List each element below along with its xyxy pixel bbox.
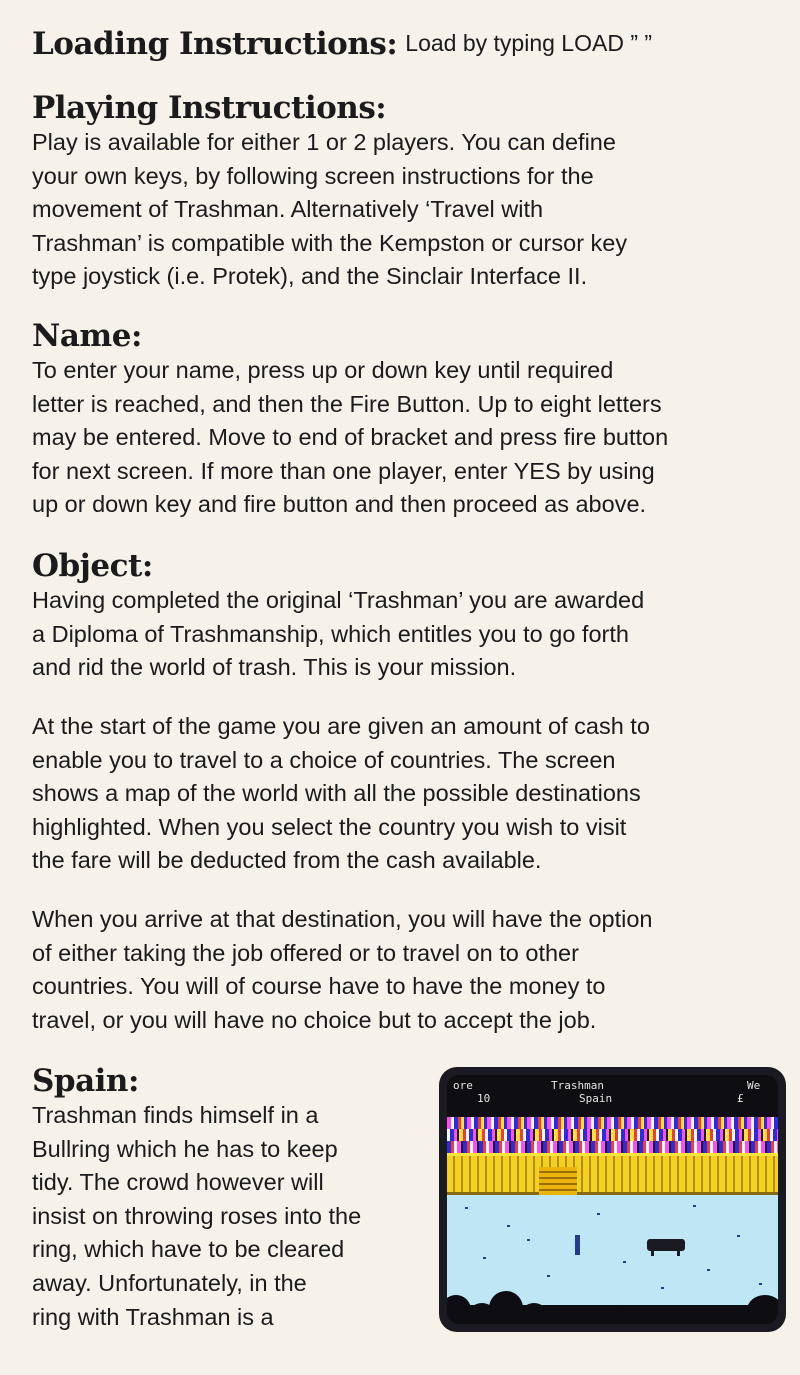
hud-cash-symbol: £ (737, 1092, 744, 1105)
rose-litter (707, 1269, 710, 1271)
rose-litter (483, 1257, 486, 1259)
game-screenshot (439, 1067, 786, 1332)
name-heading: Name: (32, 318, 142, 354)
bull-leg (677, 1249, 680, 1256)
playing-text: Play is available for either 1 or 2 players. You can define your own keys, by following screen instructions for the movement of Trashman. Alternatively ‘Travel with Trashman’ is compatible with the Kempston or cursor key type joystick (i.e. Protek), and the Sinclair Interface II. (32, 129, 628, 290)
spectator-head (607, 1311, 627, 1324)
hud-location: Spain (579, 1092, 613, 1105)
object-paragraph-1: Having completed the original ‘Trashman’ you are awarded a Diploma of Trashmanship, which entitles you to go forth and rid the world of trash. This is your mission. (32, 587, 645, 681)
rose-litter (527, 1239, 530, 1241)
spectator-head (521, 1303, 547, 1324)
rose-litter (465, 1207, 468, 1209)
loading-text: Load by typing LOAD ” ” (405, 30, 653, 56)
name-text: To enter your name, press up or down key until required letter is reached, and then the Fire Button. Up to eight letters may be entered. Move to end of bracket and press fire button for next screen. If more than one player, enter YES by using up or down key and fire button and then proceed as above. (32, 357, 669, 518)
spain-heading: Spain: (32, 1063, 139, 1099)
object-heading: Object: (32, 548, 153, 584)
spain-section (32, 1063, 432, 1334)
rose-litter (597, 1213, 600, 1215)
rose-litter (547, 1275, 550, 1277)
hud-score-label: ore (453, 1079, 473, 1092)
spectator-head (489, 1291, 523, 1324)
object-paragraph-3: When you arrive at that destination, you will have the option of either taking the job offered or to travel on to other countries. You will of course have to have the money to travel, or you will have no choice but to accept the job. (32, 906, 653, 1033)
loading-instructions (32, 26, 652, 62)
hud-cash-label: We (747, 1079, 761, 1092)
name-section (32, 318, 782, 522)
game-crowd (447, 1117, 778, 1153)
crowd-row (447, 1141, 778, 1153)
object-section (32, 548, 782, 685)
spectator-head (747, 1295, 778, 1324)
loading-heading: Loading Instructions: (32, 26, 398, 62)
bull-leg (651, 1249, 654, 1256)
game-display (447, 1075, 778, 1324)
crowd-row (447, 1129, 778, 1141)
crowd-row (447, 1117, 778, 1129)
playing-heading: Playing Instructions: (32, 90, 387, 126)
game-hud (447, 1075, 778, 1117)
rose-litter (737, 1235, 740, 1237)
object-paragraph-2: At the start of the game you are given an amount of cash to enable you to travel to a choice of countries. The screen shows a map of the world with all the possible destinations highlighted. When you select the country you wish to visit the fare will be deducted from the cash available. (32, 713, 650, 874)
spain-text: Trashman finds himself in a Bullring which he has to keep tidy. The crowd however will insist on throwing roses into the ring, which have to be cleared away. Unfortunately, in the ring with Trashman is a (32, 1102, 362, 1330)
bullring-fence (447, 1153, 778, 1195)
rose-litter (693, 1205, 696, 1207)
playing-instructions (32, 90, 782, 294)
hud-title: Trashman (551, 1079, 604, 1092)
foreground-spectators (447, 1285, 778, 1324)
spectator-head (447, 1295, 471, 1324)
hud-score-value: 10 (477, 1092, 491, 1105)
rose-litter (507, 1225, 510, 1227)
rose-litter (623, 1261, 626, 1263)
trashman-sprite (575, 1235, 580, 1255)
